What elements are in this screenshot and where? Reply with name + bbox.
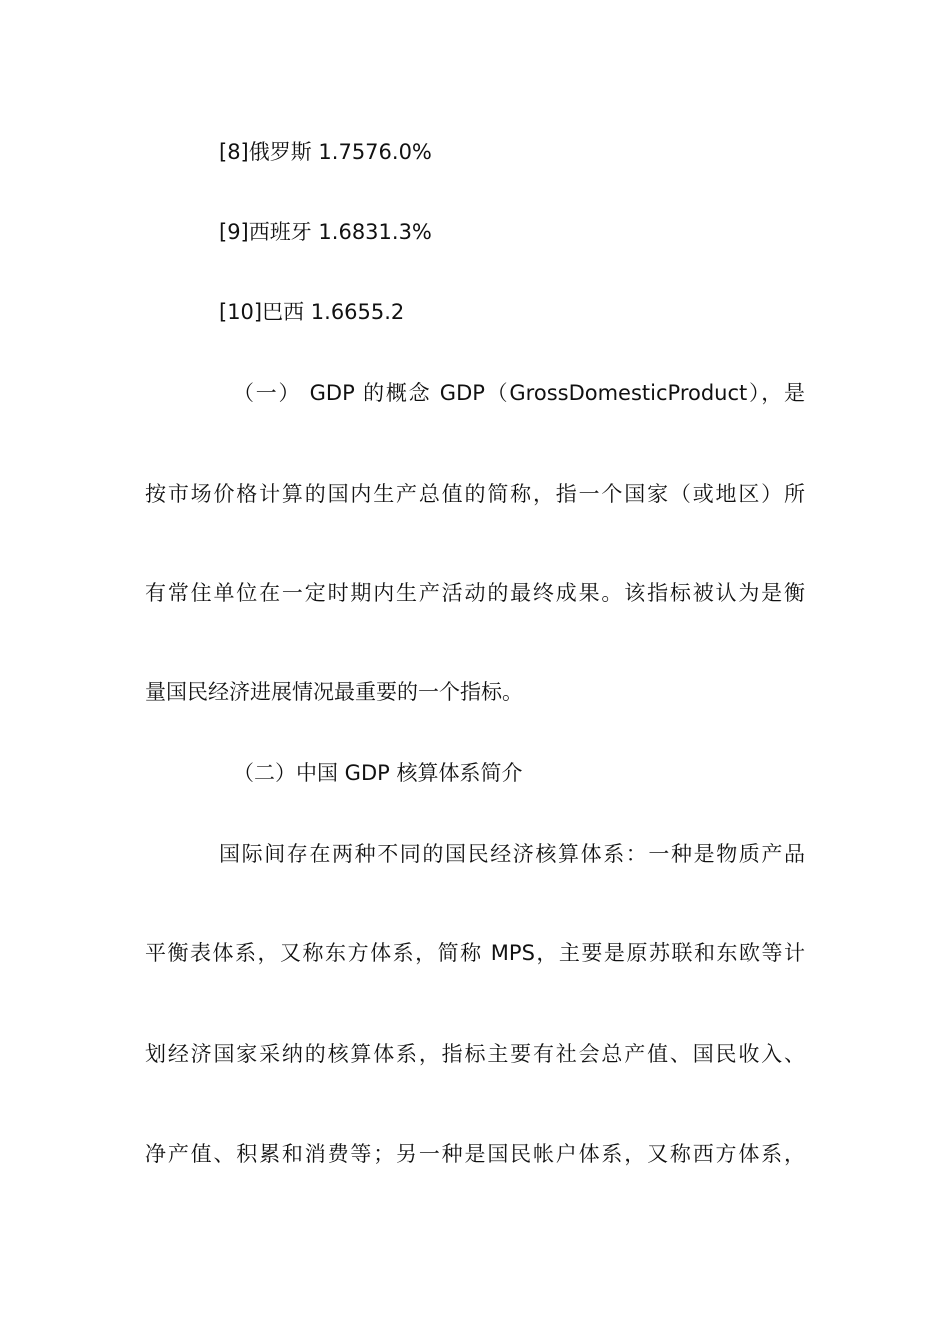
- section1-heading-line: （一） GDP 的概念 GDP（GrossDomesticProduct），是: [233, 381, 805, 405]
- paragraph-line: 量国民经济进展情况最重要的一个指标。: [145, 680, 523, 704]
- paragraph-line: 有常住单位在一定时期内生产活动的最终成果。该指标被认为是衡: [145, 581, 805, 605]
- paragraph-line: 按市场价格计算的国内生产总值的简称，指一个国家（或地区）所: [145, 482, 805, 506]
- paragraph-line: 平衡表体系，又称东方体系，简称 MPS，主要是原苏联和东欧等计: [145, 941, 805, 965]
- paragraph-line: 国际间存在两种不同的国民经济核算体系：一种是物质产品: [219, 842, 805, 866]
- section2-heading: （二）中国 GDP 核算体系简介: [233, 761, 523, 785]
- paragraph-line: 划经济国家采纳的核算体系，指标主要有社会总产值、国民收入、: [145, 1042, 805, 1066]
- list-item-brazil: [10]巴西 1.6655.2: [219, 300, 405, 324]
- list-item-spain: [9]西班牙 1.6831.3%: [219, 220, 432, 244]
- list-item-russia: [8]俄罗斯 1.7576.0%: [219, 140, 432, 164]
- paragraph-line: 净产值、积累和消费等；另一种是国民帐户体系，又称西方体系，: [145, 1142, 805, 1166]
